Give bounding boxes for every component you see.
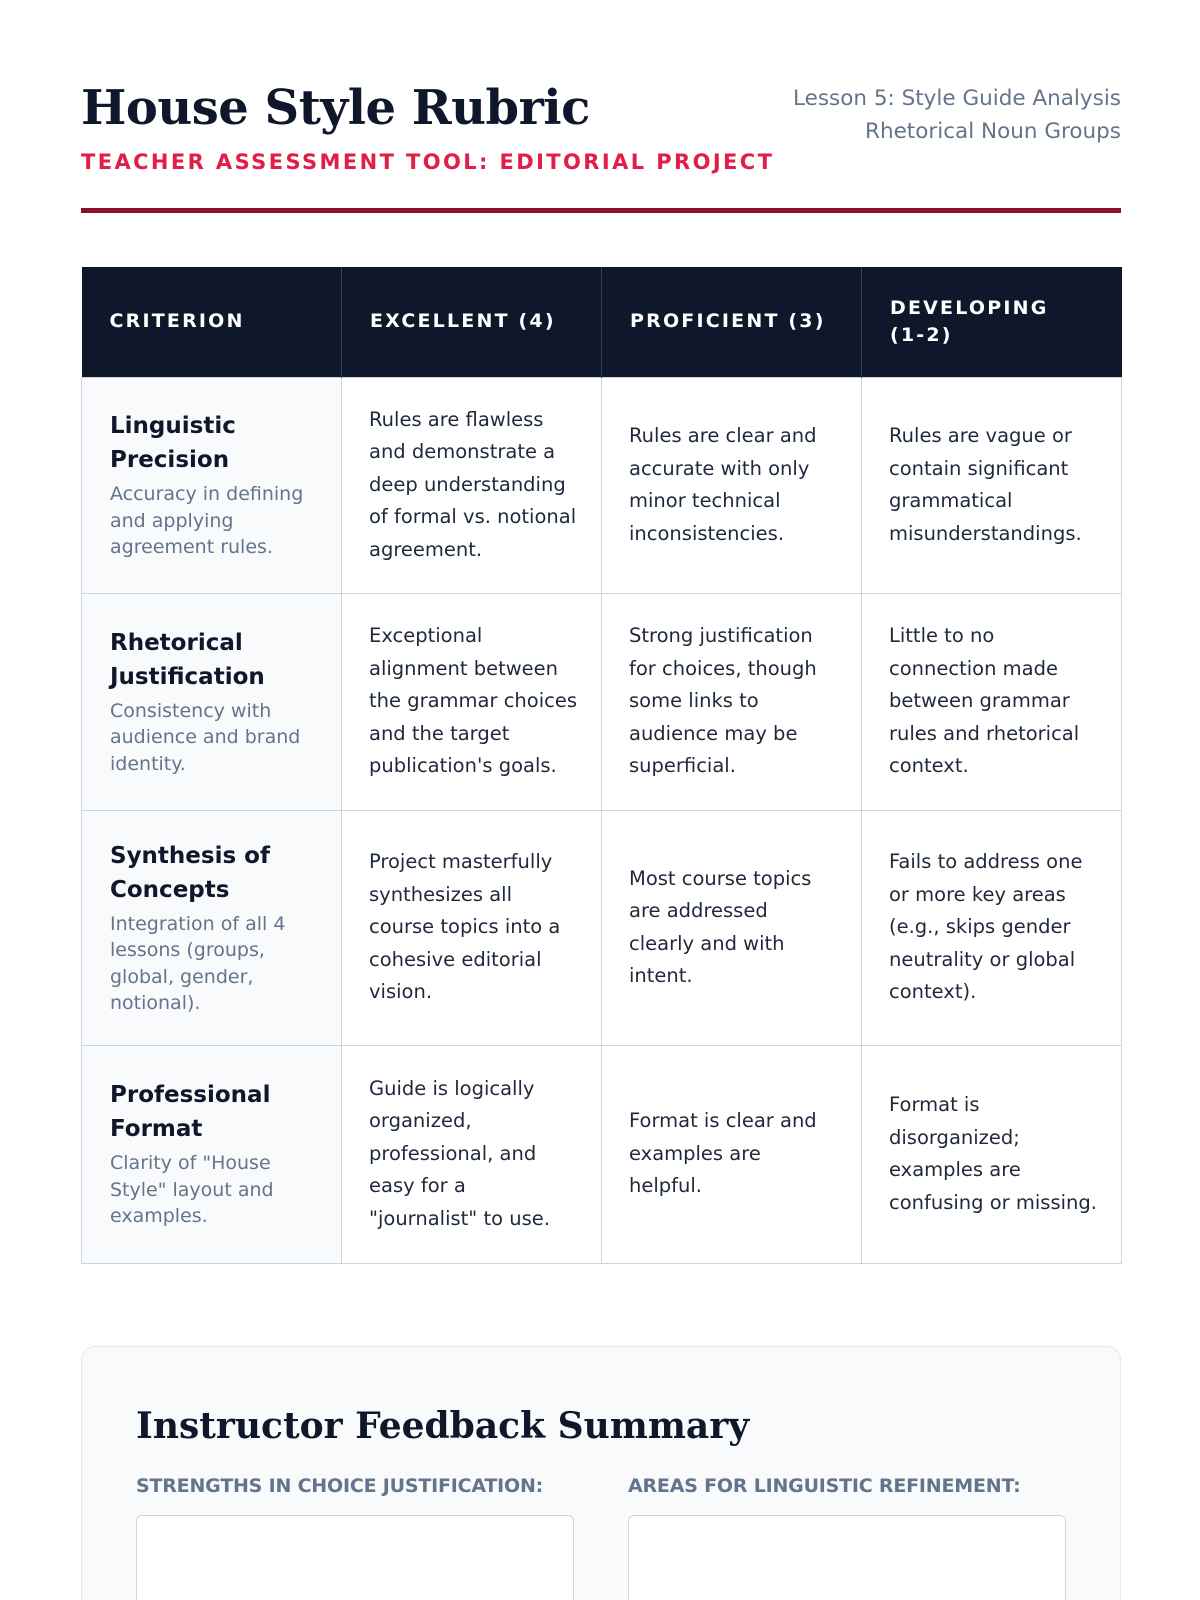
criterion-description: Clarity of "House Style" layout and examples. <box>110 1152 274 1228</box>
developing-cell: Little to no connection made between grammar rules and rhetorical context. <box>862 593 1122 810</box>
page-subtitle: TEACHER ASSESSMENT TOOL: EDITORIAL PROJECT <box>81 150 775 174</box>
proficient-cell: Rules are clear and accurate with only minor technical inconsistencies. <box>602 377 862 593</box>
table-header-row <box>82 267 1122 377</box>
criterion-name: Synthesis of Concepts <box>110 842 270 903</box>
excellent-cell: Rules are flawless and demonstrate a deep understanding of formal vs. notional agreement. <box>342 377 602 593</box>
excellent-cell: Exceptional alignment between the grammar choices and the target publication's goals. <box>342 593 602 810</box>
strengths-section <box>136 1475 574 1600</box>
feedback-panel <box>81 1346 1121 1600</box>
topic-label: Rhetorical Noun Groups <box>865 119 1121 144</box>
excellent-cell: Project masterfully synthesizes all course topics into a cohesive editorial vision. <box>342 810 602 1045</box>
criterion-cell <box>82 593 342 810</box>
excellent-cell: Guide is logically organized, professional, and easy for a "journalist" to use. <box>342 1045 602 1263</box>
developing-cell: Fails to address one or more key areas (e.g., skips gender neutrality or global context). <box>862 810 1122 1045</box>
header-proficient: PROFICIENT (3) <box>602 267 862 377</box>
proficient-cell: Strong justification for choices, though some links to audience may be superficial. <box>602 593 862 810</box>
table-row <box>82 810 1122 1045</box>
criterion-description: Consistency with audience and brand identity. <box>110 699 301 775</box>
page-title: House Style Rubric <box>81 80 590 136</box>
header-excellent: EXCELLENT (4) <box>342 267 602 377</box>
criterion-cell <box>82 810 342 1045</box>
criterion-cell <box>82 1045 342 1263</box>
lesson-label: Lesson 5: Style Guide Analysis <box>793 86 1121 111</box>
criterion-description: Integration of all 4 lessons (groups, global, gender, notional). <box>110 912 286 1014</box>
criterion-description: Accuracy in defining and applying agreement rules. <box>110 483 304 559</box>
header-developing: DEVELOPING (1-2) <box>862 267 1122 377</box>
lesson-meta <box>793 82 1121 148</box>
developing-cell: Rules are vague or contain significant grammatical misunderstandings. <box>862 377 1122 593</box>
criterion-name: Linguistic Precision <box>110 413 236 474</box>
strengths-label: STRENGTHS IN CHOICE JUSTIFICATION: <box>136 1475 544 1497</box>
refinement-section <box>628 1475 1066 1600</box>
feedback-title: Instructor Feedback Summary <box>136 1405 750 1447</box>
proficient-cell: Format is clear and examples are helpful. <box>602 1045 862 1263</box>
page-header <box>81 0 1121 214</box>
rubric-page <box>81 0 1121 1497</box>
header-criterion: CRITERION <box>82 267 342 377</box>
header-divider <box>81 208 1121 213</box>
table-row <box>82 593 1122 810</box>
criterion-cell <box>82 377 342 593</box>
rubric-table <box>81 267 1122 1264</box>
refinement-label: AREAS FOR LINGUISTIC REFINEMENT: <box>628 1475 1021 1497</box>
table-row <box>82 1045 1122 1263</box>
developing-cell: Format is disorganized; examples are confusing or missing. <box>862 1045 1122 1263</box>
proficient-cell: Most course topics are addressed clearly and with intent. <box>602 810 862 1045</box>
refinement-input[interactable] <box>628 1515 1066 1600</box>
criterion-name: Professional Format <box>110 1082 271 1143</box>
criterion-name: Rhetorical Justification <box>110 629 265 690</box>
table-row <box>82 377 1122 593</box>
strengths-input[interactable] <box>136 1515 574 1600</box>
